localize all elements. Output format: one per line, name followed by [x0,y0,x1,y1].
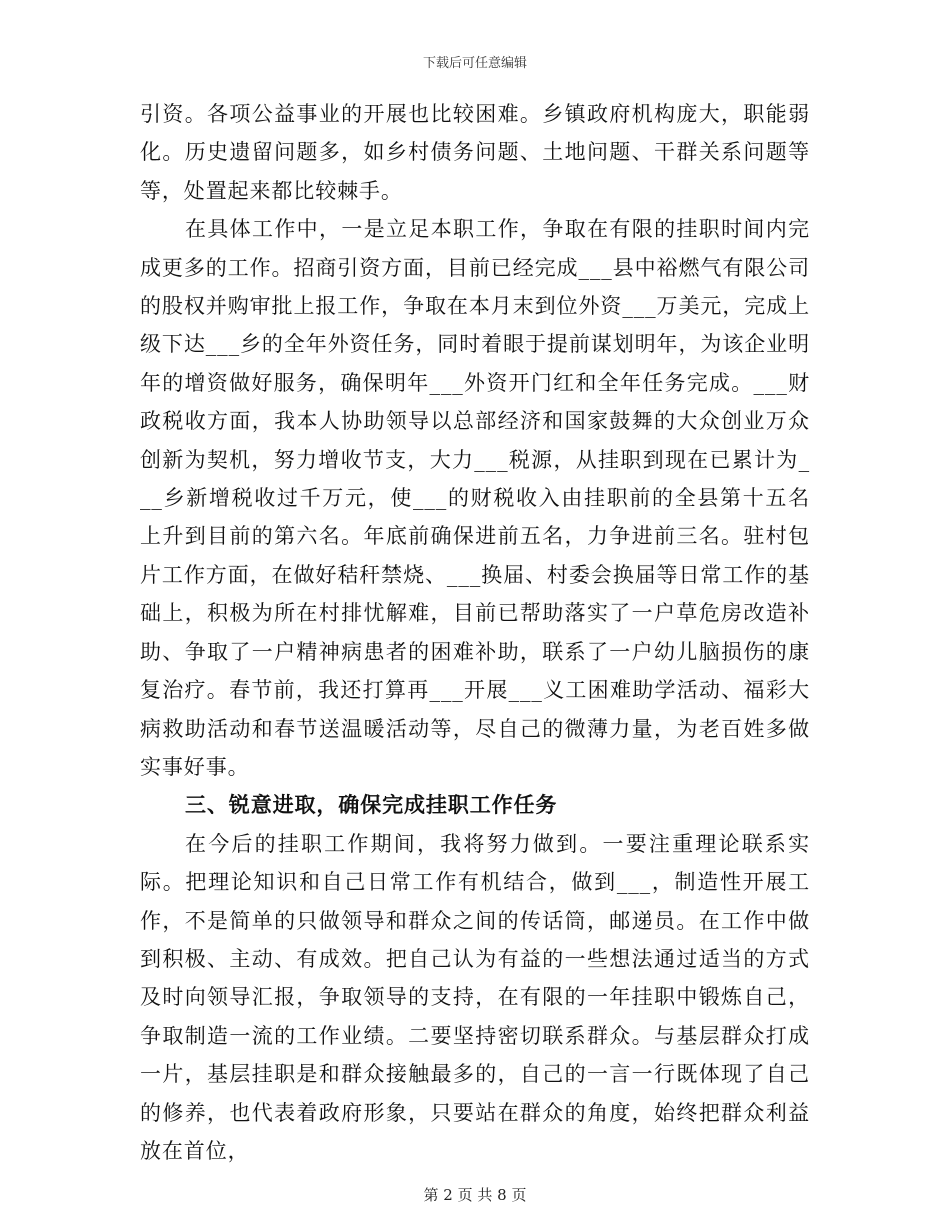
paragraph-continued: 引资。各项公益事业的开展也比较困难。乡镇政府机构庞大，职能弱化。历史遗留问题多，如乡村债务问题、土地问题、干群关系问题等等，处置起来都比较棘手。 [140,102,810,203]
paragraph-work-details: 在具体工作中，一是立足本职工作，争取在有限的挂职时间内完成更多的工作。招商引资方面，目前已经完成___县中裕燃气有限公司的股权并购审批上报工作，争取在本月末到位外资___万美元，完成上级下达___乡的全年外资任务，同时着眼于提前谋划明年，为该企业明年的增资做好服务，确保明年___外资开门红和全年任务完成。___财政税收方面，我本人协助领导以总部经济和国家鼓舞的大众创业万众创新为契机，努力增收节支，大力___税源，从挂职到现在已累计为___乡新增税收过千万元，使___的财税收入由挂职前的全县第十五名上升到目前的第六名。年底前确保进前五名，力争进前三名。驻村包片工作方面，在做好秸秆禁烧、___换届、村委会换届等日常工作的基础上，积极为所在村排忧解难，目前已帮助落实了一户草危房改造补助、争取了一户精神病患者的困难补助，联系了一户幼儿脑损伤的康复治疗。春节前，我还打算再___开展___义工困难助学活动、福彩大病救助活动和春节送温暖活动等，尽自己的微薄力量，为老百姓多做实事好事。 [140,217,810,779]
document-body [140,95,810,1170]
paragraph-future-work: 在今后的挂职工作期间，我将努力做到。一要注重理论联系实际。把理论知识和自己日常工作有机结合，做到___，制造性开展工作，不是简单的只做领导和群众之间的传话筒，邮递员。在工作中做到积极、主动、有成效。把自己认为有益的一些想法通过适当的方式及时向领导汇报，争取领导的支持，在有限的一年挂职中锻炼自己，争取制造一流的工作业绩。二要坚持密切联系群众。与基层群众打成一片，基层挂职是和群众接触最多的，自己的一言一行既体现了自己的修养，也代表着政府形象，只要站在群众的角度，始终把群众利益放在首位， [140,831,810,1163]
header-note: 下载后可任意编辑 [422,56,527,71]
page-number-footer: 第 2 页 共 8 页 [423,1186,527,1204]
section-heading: 三、锐意进取，确保完成挂职工作任务 [185,792,558,818]
